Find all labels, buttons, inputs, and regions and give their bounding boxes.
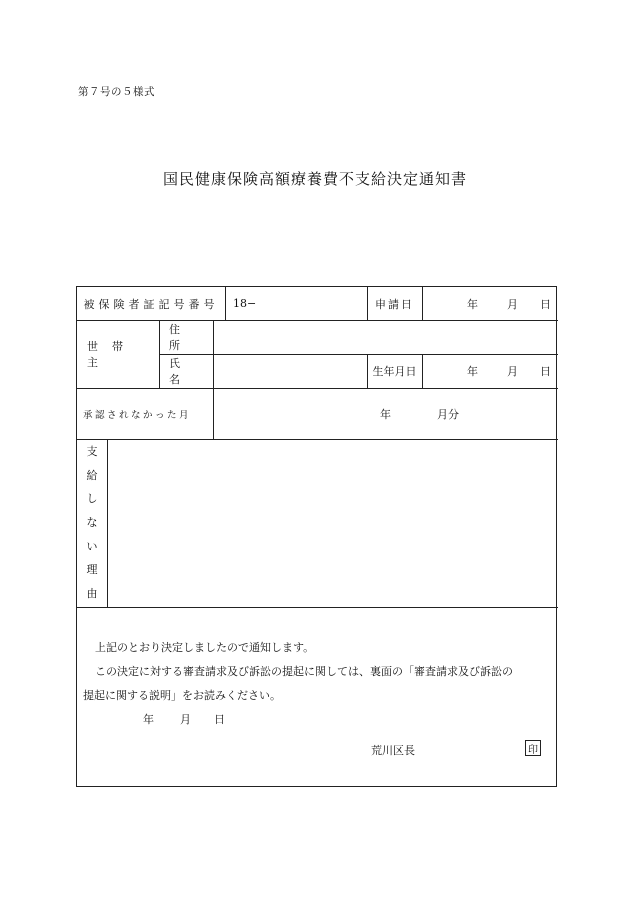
- application-date-field[interactable]: [422, 287, 558, 320]
- date-day-unit: 日: [540, 365, 551, 378]
- insured-number-label: 被保険者証記号番号: [83, 297, 219, 311]
- seal-stamp: 印: [525, 740, 541, 756]
- name-label: 氏名: [169, 357, 192, 386]
- application-date-label: 申請日: [375, 297, 414, 311]
- unapproved-month-unit: 月分: [437, 407, 459, 421]
- date-year-unit: 年: [467, 297, 478, 311]
- reason-label-char: 理: [86, 563, 98, 577]
- reason-label-char: な: [86, 515, 98, 529]
- unapproved-month-field[interactable]: [213, 388, 558, 439]
- unapproved-month-label: 承認されなかった月: [83, 409, 192, 421]
- birthdate-field[interactable]: [422, 354, 558, 388]
- unapproved-year-unit: 年: [380, 407, 391, 421]
- date-year-unit: 年: [467, 365, 478, 378]
- reason-label-char: 由: [86, 586, 98, 600]
- insured-number-value[interactable]: 18−: [233, 297, 257, 310]
- address-field[interactable]: [213, 320, 558, 354]
- notice-line-1: 上記のとおり決定しましたので通知します。: [95, 641, 315, 654]
- birthdate-label: 生年月日: [372, 365, 417, 378]
- reason-label-char: 給: [86, 468, 98, 482]
- reason-label: [77, 439, 107, 607]
- col-divider: [225, 287, 226, 320]
- date-month-unit: 月: [507, 365, 518, 378]
- notice-date-year: 年: [143, 713, 154, 726]
- document-title: 国民健康保険高額療養費不支給決定通知書: [162, 170, 467, 188]
- notice-date-month: 月: [180, 713, 191, 726]
- notice-date-day: 日: [214, 713, 225, 726]
- name-field[interactable]: [213, 354, 367, 388]
- date-month-unit: 月: [507, 297, 518, 311]
- issuer-name: 荒川区長: [371, 744, 415, 757]
- household-head-label: 世帯主: [87, 340, 137, 369]
- reason-field[interactable]: [107, 439, 558, 607]
- notice-form: [76, 286, 557, 787]
- form-number: 第７号の５様式: [78, 86, 155, 98]
- address-label: 住所: [169, 323, 192, 352]
- date-day-unit: 日: [540, 297, 551, 311]
- reason-label-char: 支: [86, 445, 98, 458]
- notice-line-3: 提起に関する説明」をお読みください。: [83, 689, 281, 702]
- reason-label-char: い: [86, 539, 98, 553]
- notice-line-2: この決定に対する審査請求及び訴訟の提起に関しては、裏面の「審査請求及び訴訟の: [95, 665, 513, 678]
- row-divider: [77, 607, 558, 608]
- reason-label-char: し: [86, 492, 98, 506]
